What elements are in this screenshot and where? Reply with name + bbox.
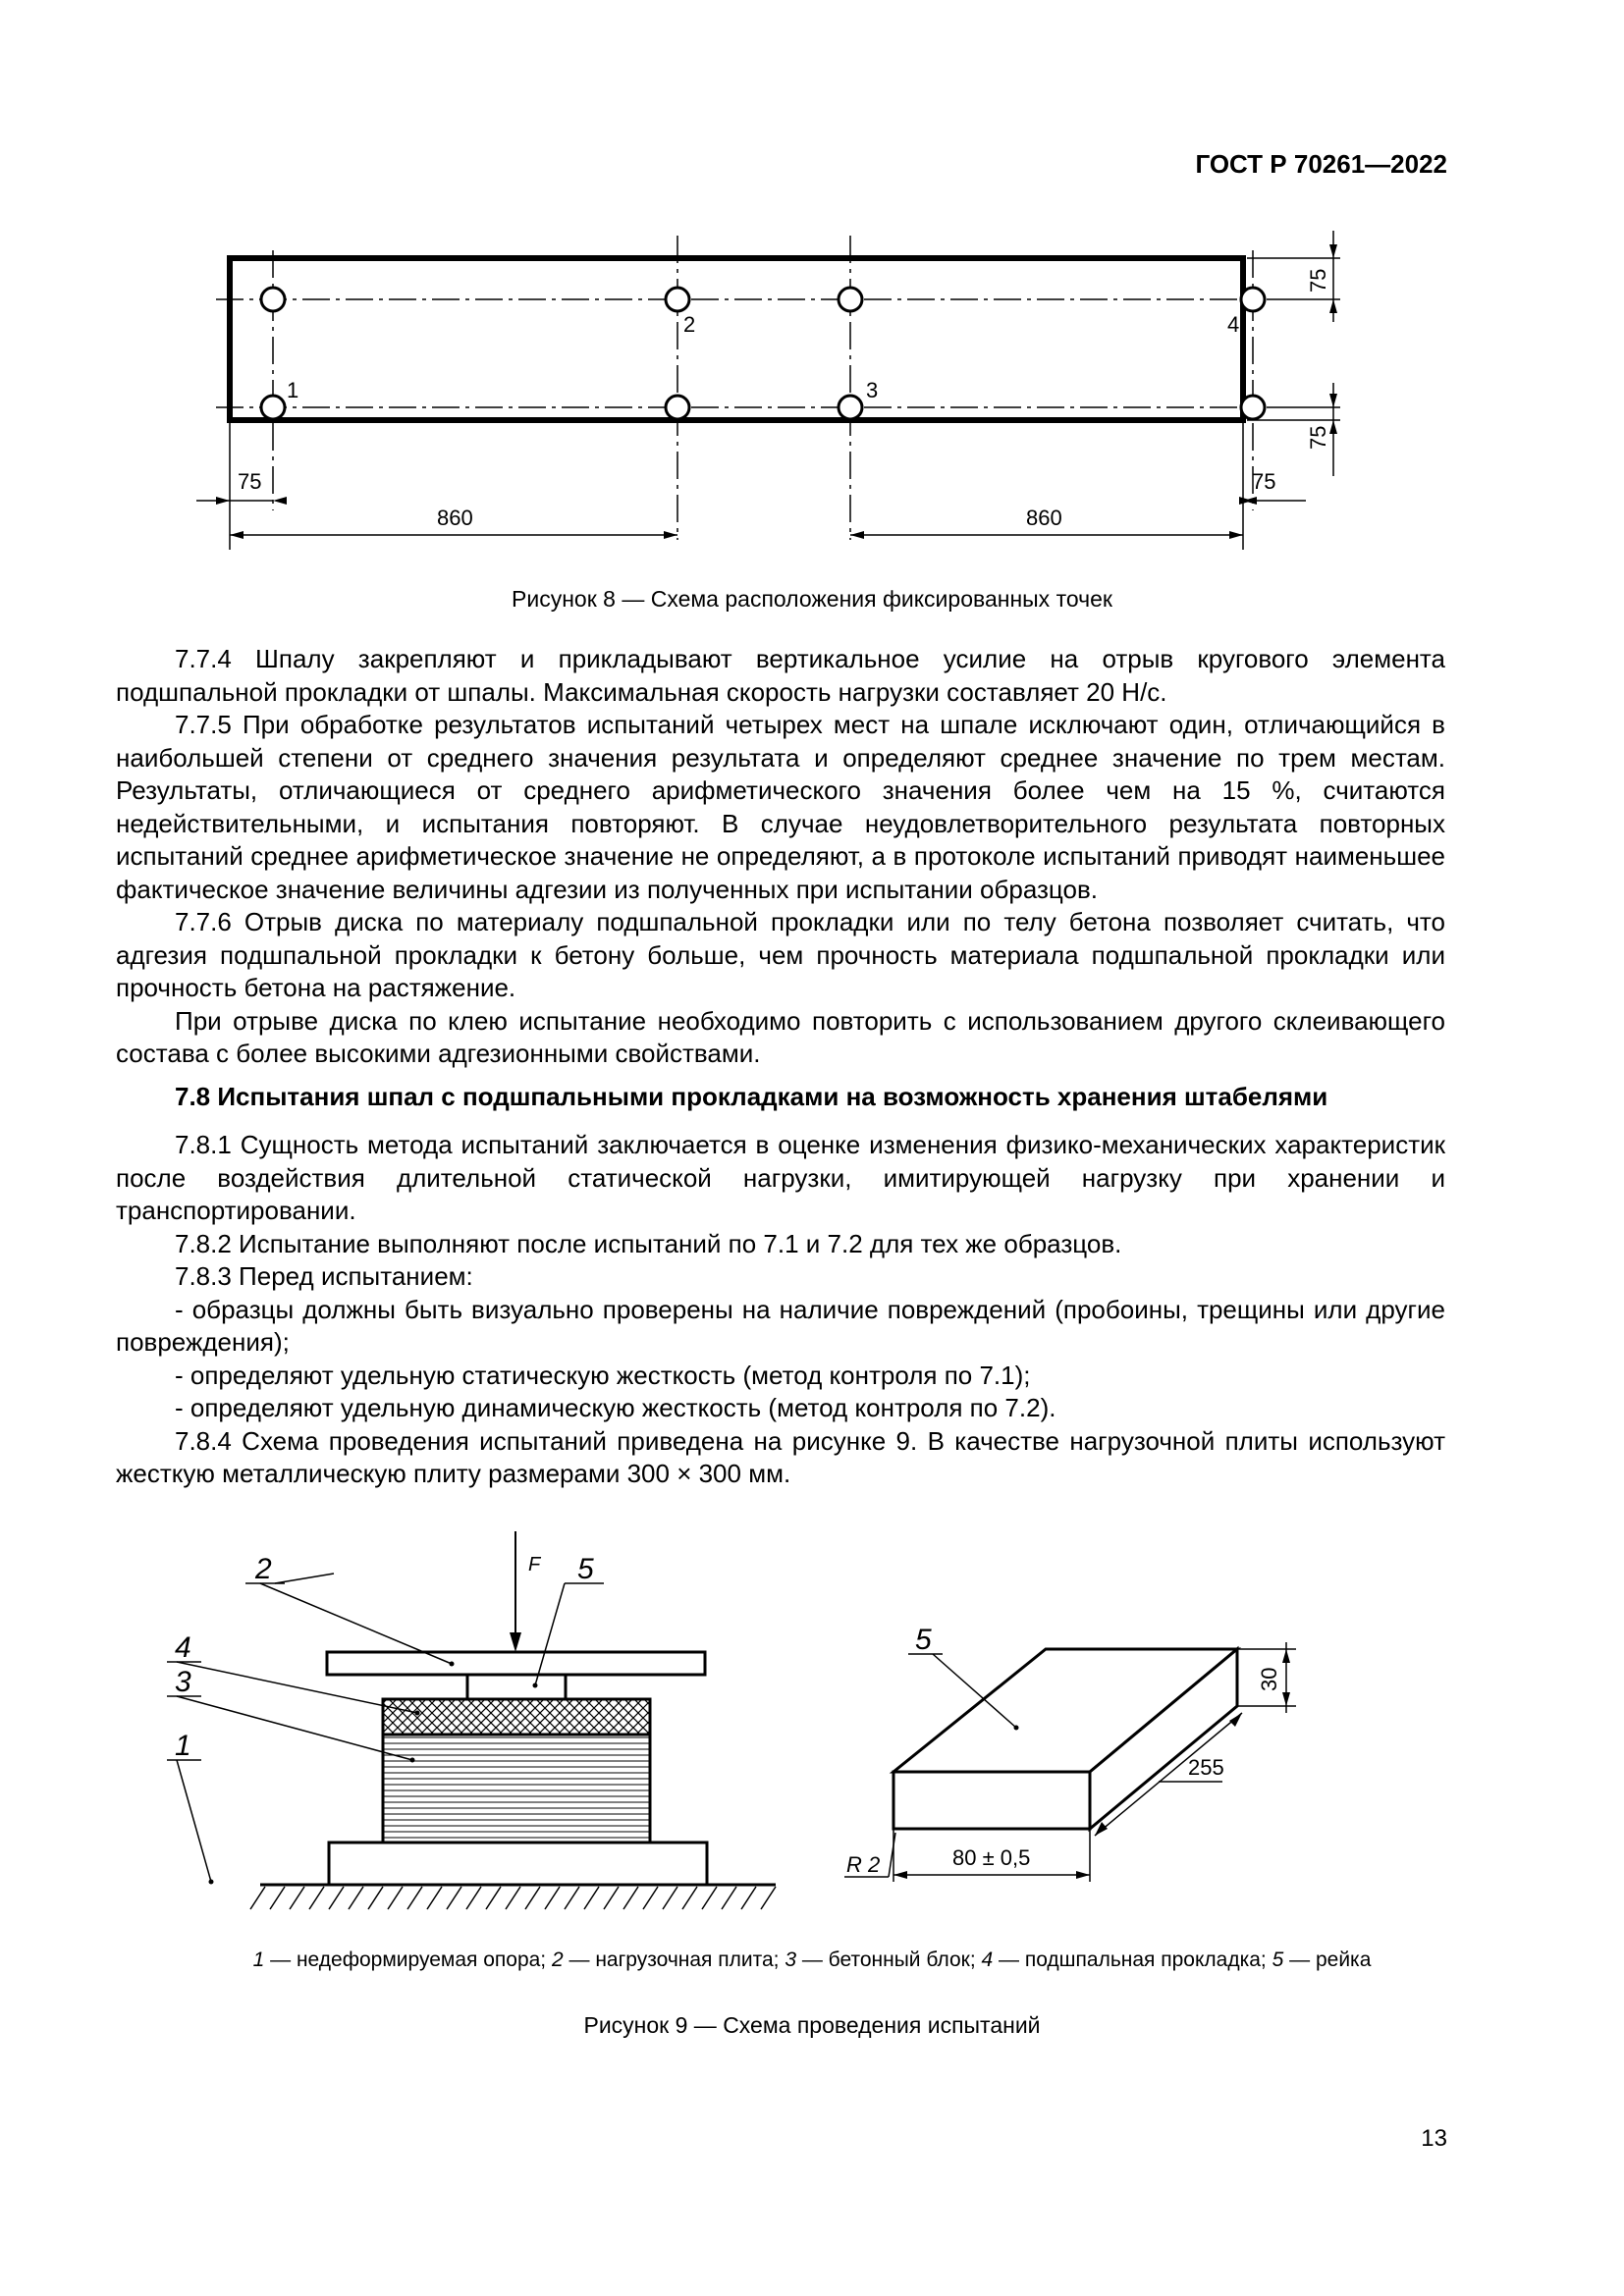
page-number: 13 [1421,2125,1447,2152]
hole-marker [839,396,862,419]
dim-75-right: 75 [1252,469,1276,494]
dim-75-bottom: 75 [1306,425,1330,450]
legend-text: — недеформируемая опора; [264,1949,552,1971]
paragraph-7-8-3: 7.8.3 Перед испытанием: [175,1261,473,1291]
hole-marker [1241,288,1265,311]
label-2: 2 [255,1553,272,1585]
body-text [116,643,1445,1491]
point-label-1: 1 [287,378,299,402]
legend-num: 5 [1272,1949,1284,1971]
document-number: ГОСТ Р 70261—2022 [1195,149,1447,179]
hole-marker [261,396,285,419]
paragraph-7-7-6: 7.7.6 Отрыв диска по материалу подшпальной прокладки или по телу бетона позволяет считать, что адгезия подшпальной прокладки к бетону больше, чем прочность материала подшпальной прокладки или прочность бетона на растяжение. [116,907,1445,1002]
section-heading-7-8: 7.8 Испытания шпал с подшпальными прокладками на возможность хранения штабелями [175,1081,1328,1111]
dim-75-top: 75 [1306,268,1330,293]
figure-8-diagram [187,226,1375,560]
dim-75-left: 75 [238,469,262,494]
legend-text: — нагрузочная плита; [563,1949,785,1971]
paragraph-7-8-2: 7.8.2 Испытание выполняют после испытаний по 7.1 и 7.2 для тех же образцов. [175,1228,1122,1258]
legend-text: — рейка [1283,1949,1372,1971]
load-plate [327,1652,705,1675]
hole-marker [261,288,285,311]
point-label-2: 2 [683,312,696,337]
hole-marker [666,288,689,311]
batten-front-face [893,1772,1090,1829]
paragraph-7-7-5: 7.7.5 При обработке результатов испытаний четырех мест на шпале исключают один, отличающийся в наибольшей степени от среднего значения результата и определяют среднее значение по трем местам. Результаты, отличающиеся от среднего арифметического значения более чем на 15 %, считаются недействительными, и испытания повторяют. В случае неудовлетворительного результата повторных испытаний среднее арифметическое значение не определяют, а в протоколе испытаний приводят наименьшее фактическое значение величины адгезии из полученных при испытании образцов. [116,710,1445,904]
legend-num: 4 [981,1949,994,1971]
figure-9-legend [0,1949,1624,1972]
label-5: 5 [577,1553,594,1585]
label-5-batten: 5 [915,1624,932,1656]
dim-30: 30 [1257,1667,1281,1691]
hole-marker [666,396,689,419]
figure-9-diagram [167,1517,1463,1929]
rigid-support [329,1842,707,1885]
sleeper-outline [230,258,1243,420]
dim-r2: R 2 [846,1852,881,1877]
list-item: - образцы должны быть визуально проверены на наличие повреждений (пробоины, трещины или другие повреждения); [116,1294,1445,1357]
paragraph-7-7-4: 7.7.4 Шпалу закрепляют и прикладывают вертикальное усилие на отрыв кругового элемента подшпальной прокладки от шпалы. Максимальная скорость нагрузки составляет 20 Н/с. [116,644,1445,707]
point-label-4: 4 [1227,312,1240,337]
label-1: 1 [175,1730,191,1762]
dim-255: 255 [1188,1755,1224,1780]
hole-marker [1241,396,1265,419]
legend-num: 2 [551,1949,564,1971]
figure-9-caption: Рисунок 9 — Схема проведения испытаний [583,2012,1041,2038]
paragraph-7-8-1: 7.8.1 Сущность метода испытаний заключается в оценке изменения физико-механических характеристик после воздействия длительной статической нагрузки, имитирующей нагрузку при хранении и транспортировании. [116,1130,1445,1225]
force-label: F [528,1554,541,1575]
hole-marker [839,288,862,311]
batten [467,1675,566,1699]
sleeper-pad [383,1699,650,1735]
legend-num: 3 [785,1949,797,1971]
label-4: 4 [175,1631,191,1664]
dim-860-left: 860 [437,506,473,530]
dim-80: 80 ± 0,5 [952,1845,1031,1870]
concrete-block [383,1735,650,1842]
point-label-3: 3 [866,378,879,402]
dim-860-right: 860 [1026,506,1062,530]
paragraph-7-7-6-b: При отрыве диска по клею испытание необходимо повторить с использованием другого склеивающего состава с более высокими адгезионными свойствами. [116,1005,1445,1068]
label-3: 3 [175,1666,191,1698]
legend-num: 1 [252,1949,265,1971]
list-item: - определяют удельную динамическую жесткость (метод контроля по 7.2). [175,1393,1056,1422]
paragraph-7-8-4: 7.8.4 Схема проведения испытаний приведена на рисунке 9. В качестве нагрузочной плиты используют жесткую металлическую плиту размерами 300 × 300 мм. [116,1425,1445,1488]
list-item: - определяют удельную статическую жесткость (метод контроля по 7.1); [175,1360,1031,1390]
legend-text: — бетонный блок; [796,1949,982,1971]
figure-8-caption: Рисунок 8 — Схема расположения фиксированных точек [512,586,1112,612]
legend-text: — подшпальная прокладка; [993,1949,1272,1971]
